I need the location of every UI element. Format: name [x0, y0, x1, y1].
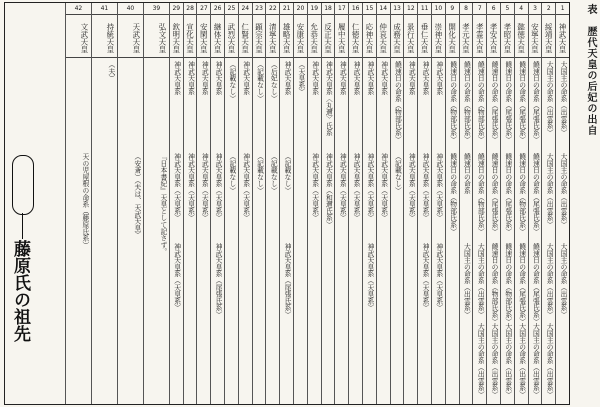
table-column: [279, 3, 293, 404]
lineage-cell: 饒速日の命系（物部氏系）: [393, 61, 402, 143]
lineage-cell: 神武天皇系: [434, 61, 443, 95]
lineage-cell: 神武天皇系: [310, 61, 319, 95]
handwritten-note: 藤原氏の祖先: [10, 240, 30, 342]
emperor-name: 仁徳天皇: [349, 16, 362, 58]
lineage-cell: 大国主の命系（出雲系）: [462, 243, 471, 318]
column-number: 12: [404, 3, 417, 15]
table-column: [293, 3, 307, 404]
column-number: 25: [225, 3, 238, 15]
lineage-cell: 神武天皇系（天皇系）: [186, 153, 195, 221]
table-column: [486, 3, 500, 404]
table-column: [514, 3, 528, 404]
column-number: 10: [432, 3, 445, 15]
lineage-cell: 神武天皇系: [365, 61, 374, 95]
lineage-cell: 神武天皇系（天皇系）: [172, 153, 181, 221]
column-number: 3: [529, 3, 542, 15]
column-number: 17: [335, 3, 348, 15]
lineage-cell: 大国主の命系（出雲系）: [545, 243, 554, 318]
column-number: 18: [322, 3, 335, 15]
lineage-cell: 饒速日の命系（尾張氏系）: [490, 61, 499, 143]
lineage-cell: 神武天皇系（天皇系）: [379, 153, 388, 221]
emperor-name: 孝元天皇: [460, 16, 473, 58]
column-number: 9: [446, 3, 459, 15]
lineage-cell: 大国主の命系（出雲系）: [531, 323, 540, 398]
column-number: 28: [184, 3, 197, 15]
column-number: 26: [211, 3, 224, 15]
column-number: 8: [460, 3, 473, 15]
lineage-cell: 饒速日の命系（尾張氏系）: [503, 61, 512, 143]
lineage-cell: 神武天皇系〈丸邇〉氏系: [324, 61, 333, 136]
lineage-cell: 饒速日の命系（物部氏系）: [448, 153, 457, 235]
table-column: [307, 3, 321, 404]
table-column: [528, 3, 542, 404]
lineage-cell: 神武天皇系: [421, 61, 430, 95]
table-column: [348, 3, 362, 404]
column-number: 15: [363, 3, 376, 15]
column-number: 23: [253, 3, 266, 15]
lineage-cell: 神武天皇系（天皇系）: [365, 153, 374, 221]
column-number: 19: [308, 3, 321, 15]
lineage-cell: 大国主の命系（出雲系）: [545, 153, 554, 228]
table-column: [321, 3, 335, 404]
lineage-cell: （記載なし）: [255, 61, 264, 102]
lineage-cell: 饒速日の命系（物部氏系）: [476, 153, 485, 235]
emperor-name: 履中天皇: [335, 16, 348, 58]
lineage-cell: 神武天皇系（天皇系）: [241, 153, 250, 221]
page-title: 表 歴代天皇の后妃の出自: [585, 4, 596, 136]
lineage-cell: （記載なし）: [227, 153, 236, 194]
emperor-name: 孝霊天皇: [473, 16, 486, 58]
handdrawn-line: [22, 213, 23, 239]
column-number: 2: [542, 3, 555, 15]
lineage-cell: 大国主の命系（出雲系）: [545, 323, 554, 398]
lineage-cell: 大国主の命系（出雲系）: [503, 323, 512, 398]
table-column: [445, 3, 459, 404]
lineage-cell: 大国主の命系（出雲系）: [476, 323, 485, 398]
lineage-cell: 『日本書紀』天皇として記さず。: [158, 153, 167, 255]
table-column: [362, 3, 376, 404]
lineage-cell: （記載なし）: [227, 61, 236, 102]
lineage-cell: 神武天皇系: [407, 61, 416, 95]
table-column: [390, 3, 404, 404]
table-column: [210, 3, 224, 404]
table-column: [472, 3, 486, 404]
emperor-name: 安康天皇: [294, 16, 307, 58]
lineage-cell: 神武天皇系（天皇系）: [310, 153, 319, 221]
lineage-cell: 神武天皇系（天皇系）: [434, 243, 443, 311]
column-number: 6: [487, 3, 500, 15]
column-number: 16: [349, 3, 362, 15]
lineage-cell: 神武天皇系: [352, 61, 361, 95]
table-column: [224, 3, 238, 404]
emperor-name: 顕宗天皇: [253, 16, 266, 58]
emperor-name: 垂仁天皇: [418, 16, 431, 58]
emperor-name: 清寧天皇: [266, 16, 279, 58]
lineage-cell: 神武天皇系（天皇系）: [338, 153, 347, 221]
column-number: 39: [144, 3, 169, 15]
emperor-name: 神武天皇: [556, 16, 569, 58]
table-column: [169, 3, 183, 404]
table-column: [403, 3, 417, 404]
lineage-cell: （夫）: [106, 61, 115, 82]
lineage-cell: 饒速日の命系（物部氏系）: [476, 61, 485, 143]
lineage-cell: 神武天皇系（天皇系）: [434, 153, 443, 221]
table-column: [183, 3, 197, 404]
table-column: [252, 3, 266, 404]
emperor-name: 懿徳天皇: [515, 16, 528, 58]
lineage-cell: 大国主の命系（出雲系）: [490, 323, 499, 398]
lineage-cell: 饒速日の命系（尾張氏系）: [490, 153, 499, 235]
table-column: [417, 3, 431, 404]
lineage-cell: 神武天皇系（天皇系）: [407, 153, 416, 221]
lineage-cell: （安斎）（夫は、天武天皇）: [132, 153, 141, 238]
lineage-cell: （后妃なし）: [269, 61, 278, 102]
column-number: 11: [418, 3, 431, 15]
lineage-cell: 大国主の命系（出雲系）: [559, 153, 567, 228]
emperor-name: 弘文天皇: [144, 16, 169, 58]
column-number: 22: [266, 3, 279, 15]
column-number: 14: [377, 3, 390, 15]
table-column: [196, 3, 210, 404]
column-number: 24: [239, 3, 252, 15]
emperor-name: 文武天皇: [66, 16, 91, 58]
column-number: 41: [92, 3, 117, 15]
column-number: 13: [391, 3, 404, 15]
lineage-cell: 神武天皇系（尾張氏系）: [214, 243, 223, 318]
lineage-cell: 神武天皇系: [172, 61, 181, 95]
table-column: [555, 3, 569, 404]
lineage-cell: 大国主の命系（出雲系）: [559, 243, 567, 318]
emperor-name: 武烈天皇: [225, 16, 238, 58]
emperor-name: 安寧天皇: [529, 16, 542, 58]
lineage-cell: 神武天皇系: [283, 61, 292, 95]
lineage-cell: 饒速日の命系（尾張氏系）: [531, 243, 540, 325]
table-column: [117, 3, 143, 404]
lineage-cell: 饒速日の命系（尾張氏系）: [531, 61, 540, 143]
emperor-name: 景行天皇: [404, 16, 417, 58]
lineage-cell: 神武天皇系: [200, 61, 209, 95]
lineage-cell: 饒速日の命系（尾張氏系）: [517, 243, 526, 325]
lineage-cell: 神武天皇系（天皇系）: [421, 243, 430, 311]
lineage-cell: 大国主の命系（出雲系）: [517, 323, 526, 398]
table-column: [143, 3, 169, 404]
table-column: [238, 3, 252, 404]
table-column: [265, 3, 279, 404]
lineage-cell: （天皇系）: [296, 61, 305, 95]
table-column: [541, 3, 555, 404]
column-number: 1: [556, 3, 569, 15]
emperor-name: 孝安天皇: [487, 16, 500, 58]
emperor-name: 継体天皇: [211, 16, 224, 58]
column-number: 21: [280, 3, 293, 15]
lineage-cell: 饒速日の命系（物部氏系）: [448, 61, 457, 143]
emperor-name: 綏靖天皇: [542, 16, 555, 58]
table-column: [500, 3, 514, 404]
lineage-cell: 饒速日の命系（尾張氏系）: [503, 153, 512, 235]
column-number: 29: [170, 3, 183, 15]
table-column: [91, 3, 117, 404]
handdrawn-circle: [12, 155, 34, 215]
lineage-cell: 饒速日の命系（尾張氏系）: [531, 153, 540, 235]
emperor-name: 天武天皇: [118, 16, 143, 58]
table-column: [65, 3, 91, 404]
emperor-name: 崇神天皇: [432, 16, 445, 58]
emperor-name: 開化天皇: [446, 16, 459, 58]
emperor-consort-table: [4, 2, 570, 405]
lineage-cell: 神武天皇系: [338, 61, 347, 95]
column-number: 20: [294, 3, 307, 15]
lineage-cell: （記載なし）: [393, 153, 402, 194]
lineage-cell: 神武天皇系（和邇氏系）: [324, 153, 333, 228]
lineage-cell: 天の児屋根の命系（藤原氏系）: [80, 153, 89, 249]
lineage-cell: 大国主の命系（出雲系）: [545, 61, 554, 136]
lineage-cell: 神武天皇系: [186, 61, 195, 95]
lineage-cell: （記載なし）: [255, 153, 264, 194]
lineage-cell: 神武天皇系: [379, 61, 388, 95]
lineage-cell: （記載なし）: [269, 153, 278, 194]
lineage-cell: 神武天皇系（天皇系）: [172, 243, 181, 311]
emperor-name: 仁賢天皇: [239, 16, 252, 58]
column-number: 27: [197, 3, 210, 15]
table-column: [376, 3, 390, 404]
emperor-name: 安閑天皇: [197, 16, 210, 58]
lineage-cell: 饒速日の命系（物部氏系）: [490, 243, 499, 325]
lineage-cell: 饒速日の命系: [462, 153, 471, 194]
column-number: 4: [515, 3, 528, 15]
emperor-name: 欽明天皇: [170, 16, 183, 58]
lineage-cell: 饒速日の命系（物部氏系）: [503, 243, 512, 325]
lineage-cell: 神武天皇系（天皇系）: [214, 153, 223, 221]
table-column: [459, 3, 473, 404]
emperor-name: 允恭天皇: [308, 16, 321, 58]
emperor-name: 仲哀天皇: [377, 16, 390, 58]
lineage-cell: 神武天皇系: [241, 61, 250, 95]
column-number: 5: [501, 3, 514, 15]
lineage-cell: 神武天皇系（天皇系）: [365, 243, 374, 311]
column-number: 40: [118, 3, 143, 15]
lineage-cell: （記載なし）: [283, 153, 292, 194]
emperor-name: 成務天皇: [391, 16, 404, 58]
lineage-cell: 大国主の命系（出雲系）: [476, 243, 485, 318]
lineage-cell: 神武天皇系（天皇系）: [200, 153, 209, 221]
emperor-name: 反正天皇: [322, 16, 335, 58]
lineage-cell: 饒速日の命系（物部氏系）: [462, 61, 471, 143]
emperor-name: 応神天皇: [363, 16, 376, 58]
emperor-name: 持統天皇: [92, 16, 117, 58]
lineage-cell: 神武天皇系: [214, 61, 223, 95]
table-column: [431, 3, 445, 404]
column-number: 7: [473, 3, 486, 15]
lineage-cell: 大国主の命系（出雲系）: [559, 61, 567, 136]
lineage-cell: 神武天皇系（尾張氏系）: [283, 243, 292, 318]
column-number: 42: [66, 3, 91, 15]
lineage-cell: 神武天皇系（天皇系）: [352, 153, 361, 221]
lineage-cell: 饒速日の命系（物部氏系）: [517, 153, 526, 235]
emperor-name: 孝昭天皇: [501, 16, 514, 58]
lineage-cell: 神武天皇系（天皇系）: [421, 153, 430, 221]
emperor-name: 宣化天皇: [184, 16, 197, 58]
table-column: [334, 3, 348, 404]
lineage-cell: 饒速日の命系（尾張氏系）: [517, 61, 526, 143]
emperor-name: 雄略天皇: [280, 16, 293, 58]
